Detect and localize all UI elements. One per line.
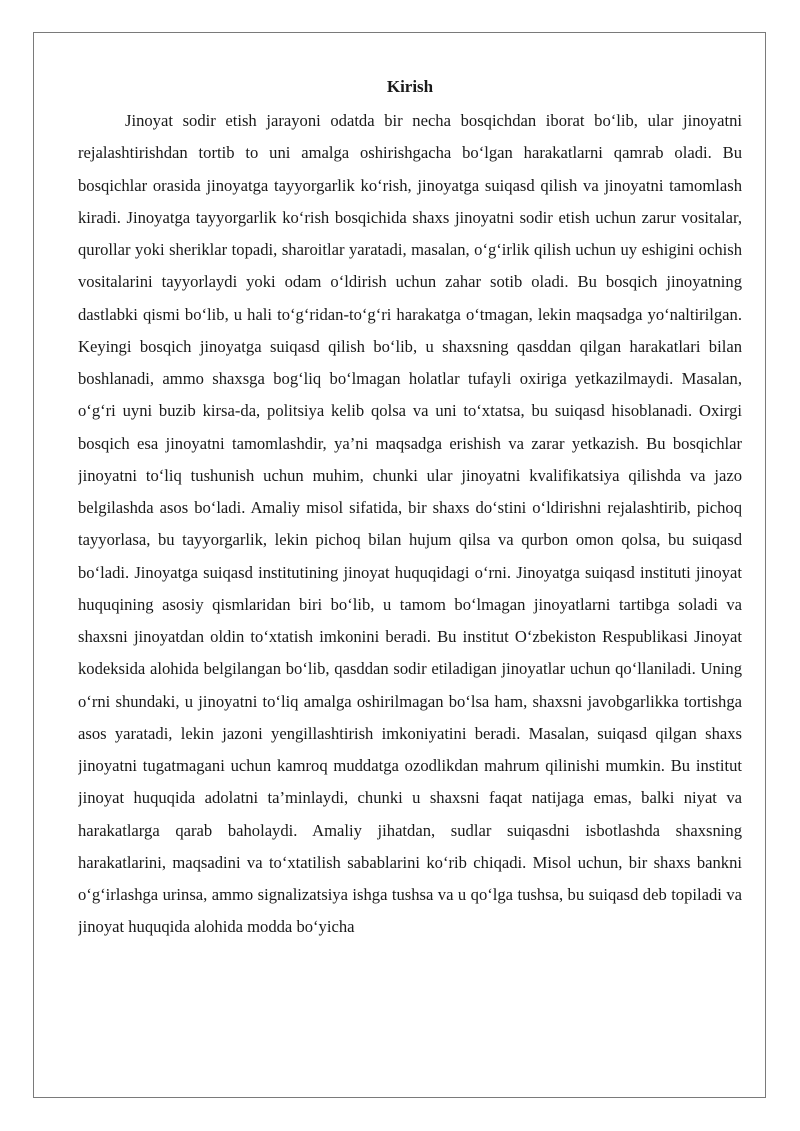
body-paragraph: Jinoyat sodir etish jarayoni odatda bir necha bosqichdan iborat bo‘lib, ular jinoyatni rejalashtirishdan tortib to uni amalga oshirishgacha bo‘lgan harakatlarni qamrab oladi. Bu bosqichlar orasida jinoyatga tayyorgarlik ko‘rish, jinoyatga suiqasd qilish va jinoyatni tamomlash kiradi. Jinoyatga tayyorgarlik ko‘rish bosqichida shaxs jinoyatni sodir etish uchun zarur vositalar, qurollar yoki sheriklar topadi, sharoitlar yaratadi, masalan, o‘g‘irlik qilish uchun uy eshigini ochish vositalarini tayyorlaydi yoki odam o‘ldirish uchun zahar sotib oladi. Bu bosqich jinoyatning dastlabki qismi bo‘lib, u hali to‘g‘ridan-to‘g‘ri harakatga o‘tmagan, lekin maqsadga yo‘naltirilgan. Keyingi bosqich jinoyatga suiqasd qilish bo‘lib, u shaxsning qasddan qilgan harakatlari bilan boshlanadi, ammo shaxsga bog‘liq bo‘lmagan holatlar tufayli oxiriga yetkazilmaydi. Masalan, o‘g‘ri uyni buzib kirsa-da, politsiya kelib qolsa va uni to‘xtatsa, bu suiqasd hisoblanadi. Oxirgi bosqich esa jinoyatni tamomlashdir, ya’ni maqsadga erishish va zarar yetkazish. Bu bosqichlar jinoyatni to‘liq tushunish uchun muhim, chunki ular jinoyatni kvalifikatsiya qilishda va jazo belgilashda asos bo‘ladi. Amaliy misol sifatida, bir shaxs do‘stini o‘ldirishni rejalashtirib, pichoq tayyorlasa, bu tayyorgarlik, lekin pichoq bilan hujum qilsa va qurbon omon qolsa, bu suiqasd bo‘ladi. Jinoyatga suiqasd institutining jinoyat huquqidagi o‘rni. Jinoyatga suiqasd instituti jinoyat huquqining asosiy qismlaridan biri bo‘lib, u tamom bo‘lmagan jinoyatlarni tartibga soladi va shaxsni jinoyatdan oldin to‘xtatish imkonini beradi. Bu institut O‘zbekiston Respublikasi Jinoyat kodeksida alohida belgilangan bo‘lib, qasddan sodir etiladigan jinoyatlar uchun qo‘llaniladi. Uning o‘rni shundaki, u jinoyatni to‘liq amalga oshirilmagan bo‘lsa ham, shaxsni javobgarlikka tortishga asos yaratadi, lekin jazoni yengillashtirish imkoniyatini beradi. Masalan, suiqasd qilgan shaxs jinoyatni tugatmagani uchun kamroq muddatga ozodlikdan mahrum qilinishi mumkin. Bu institut jinoyat huquqida adolatni ta’minlaydi, chunki u shaxsni faqat natijaga emas, balki niyat va harakatlarga qarab baholaydi. Amaliy jihatdan, sudlar suiqasdni isbotlashda shaxsning harakatlarini, maqsadini va to‘xtatilish sabablarini ko‘rib chiqadi. Misol uchun, bir shaxs bankni o‘g‘irlashga urinsa, ammo signalizatsiya ishga tushsa va u qo‘lga tushsa, bu suiqasd deb topiladi va jinoyat huquqida alohida modda bo‘yicha xyxy=(78,111,742,937)
page-title: Kirish xyxy=(386,77,434,96)
